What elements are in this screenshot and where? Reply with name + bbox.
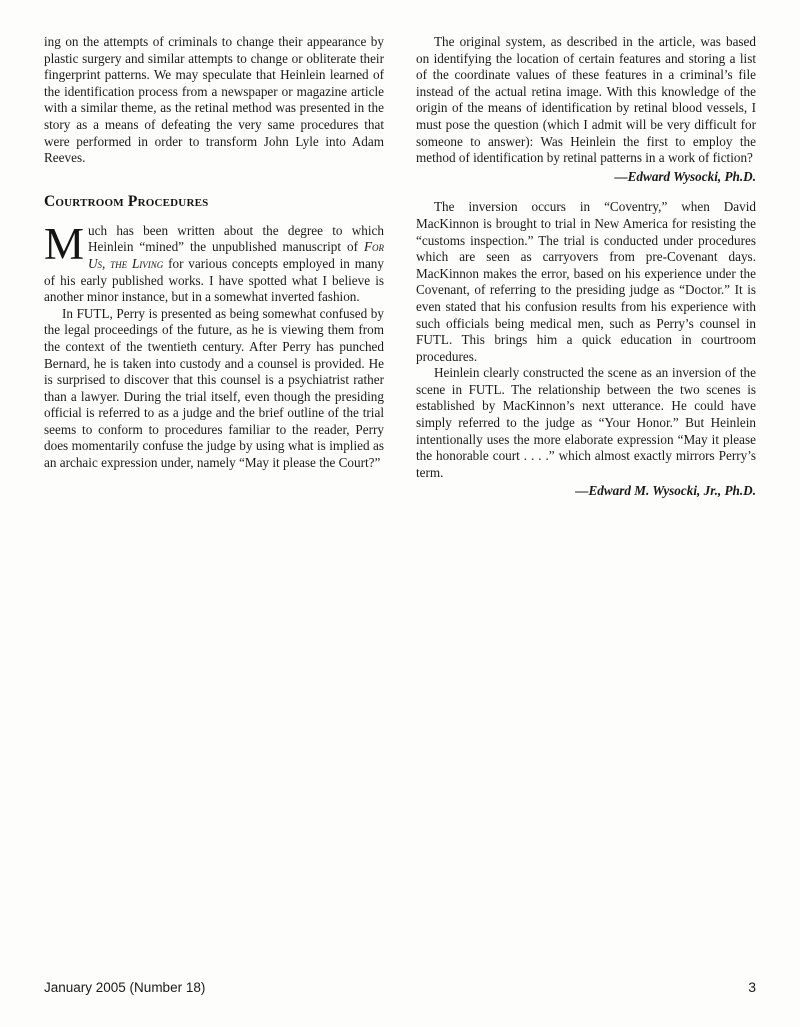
page-content [44, 34, 756, 500]
paragraph-futl-perry: In FUTL, Perry is presented as being somewhat confused by the legal proceedings of the future, as he is viewing them from the context of the twentieth century. After Perry has punched Bernard, he is taken into custody and a counsel is provided. He is surprised to discover that this counsel is a psychiatrist rather than a lawyer. During the trial itself, even though the presiding official is referred to as a judge and the brief outline of the trial seems to conform to procedures familiar to the reader, Perry does momentarily confuse the judge by using what is implied as an archaic expression under, namely “May it please the Court?” [44, 305, 384, 471]
footer-issue-label: January 2005 (Number 18) [44, 980, 206, 995]
page-footer [44, 979, 756, 995]
paragraph-original-system: The original system, as described in the article, was based on identifying the location of certain features and storing a list of the coordinate values of these features in a criminal’s file instead of the actual retina image. With this knowledge of the origin of the means of identification by retinal blood vessels, I must pose the question (which I admit will be very difficult for someone to answer): Was Heinlein the first to employ the method of identification by retinal patterns in a work of fiction? [416, 34, 756, 166]
dropcap-text-part2: for various concepts employed in many of his early published works. I have spotted what I believe is another minor instance, but in a somewhat inverted fashion. [44, 255, 384, 305]
column-spacer [416, 185, 756, 199]
signature-wysocki-1: —Edward Wysocki, Ph.D. [614, 168, 756, 184]
paragraph-continued: ing on the attempts of criminals to change their appearance by plastic surgery and similar attempts to change or obliterate their fingerprint patterns. We may speculate that Heinlein learned of the identification process from a newspaper or magazine article with a similar theme, as the retinal method was presented in the story as a means of defeating the very same procedures that were performed in order to transform John Lyle into Adam Reeves. [44, 34, 384, 166]
paragraph-coventry-inversion: The inversion occurs in “Coventry,” when David MacKinnon is brought to trial in New America for resisting the “customs inspection.” The trial is conducted under procedures which are seen as carryovers from pre-Covenant days. MacKinnon makes the error, based on his experience under the Covenant, of referring to the presiding judge as “Doctor.” It is even stated that his confusion results from his experience with such officials being medical men, such as Perry’s counsel in FUTL. This brings him a quick education in courtroom procedures. [416, 199, 756, 364]
dropcap-text-part1: uch has been written about the degree to which Heinlein “mined” the unpublished manuscript of [88, 222, 384, 255]
right-column [416, 34, 756, 500]
two-column-layout [44, 34, 756, 500]
section-heading-courtroom-procedures: Courtroom Procedures [44, 192, 209, 210]
book-title-for-us-the-living: For Us, the Living [88, 239, 384, 271]
paragraph-dropcap [44, 218, 384, 306]
left-column [44, 34, 384, 472]
footer-page-number: 3 [748, 979, 756, 995]
paragraph-heinlein-inversion: Heinlein clearly constructed the scene as an inversion of the scene in FUTL. The relationship between the two scenes is established by MacKinnon’s next utterance. He could have simply referred to the judge as “Your Honor.” But Heinlein intentionally uses the more elaborate expression “May it please the honorable court . . . .” which almost exactly mirrors Perry’s term. [416, 365, 756, 480]
drop-cap-letter: M [44, 218, 85, 269]
signature-wysocki-2: —Edward M. Wysocki, Jr., Ph.D. [575, 483, 756, 499]
